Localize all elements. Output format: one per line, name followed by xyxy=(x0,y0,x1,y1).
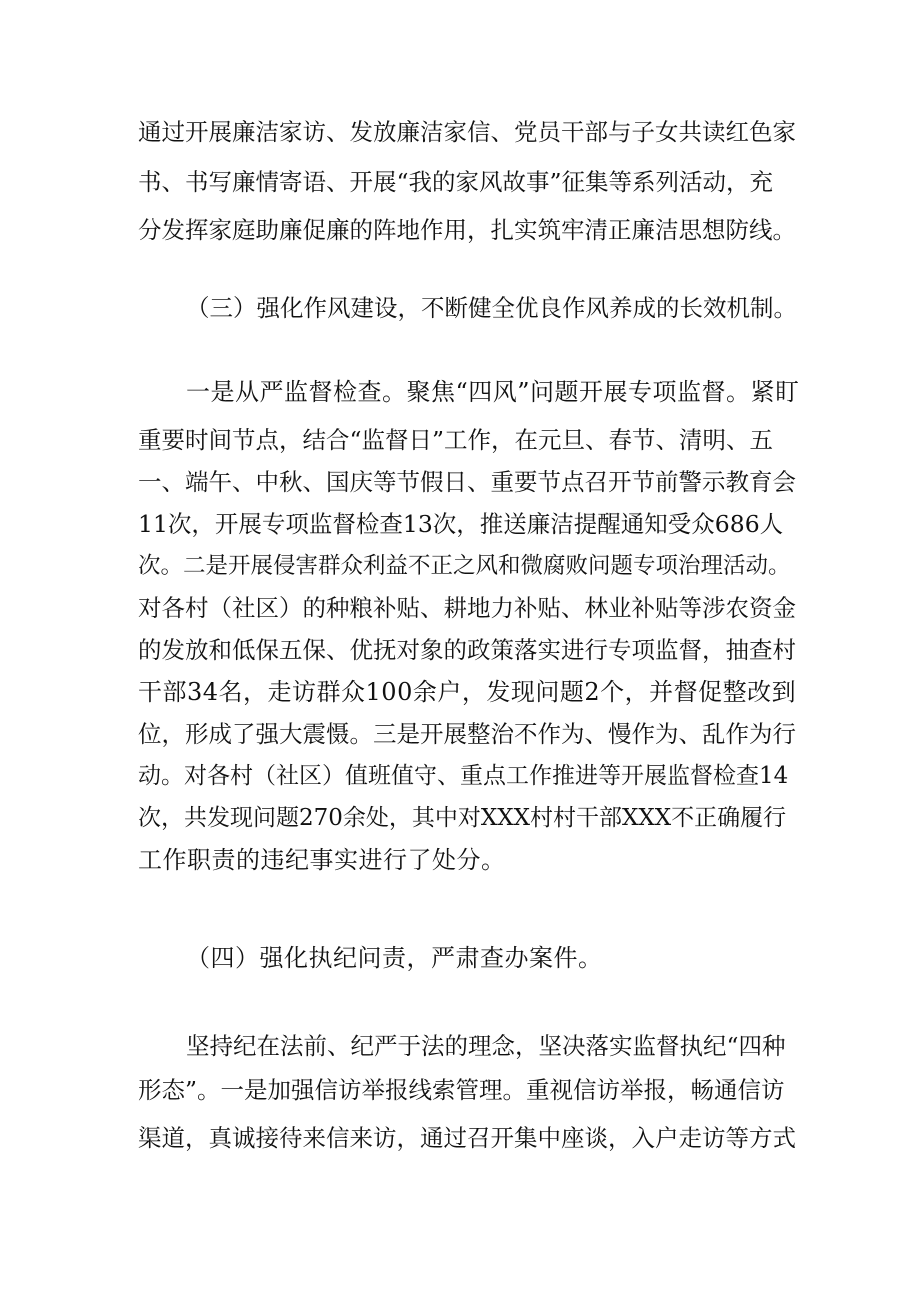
paragraph-2-line-8: 干部34名，走访群众100余户，发现问题2个，并督促整改到 xyxy=(138,678,797,706)
paragraph-2-line-3: 一、端午、中秋、国庆等节假日、重要节点召开节前警示教育会 xyxy=(138,468,796,496)
paragraph-3-line-1: 坚持纪在法前、纪严于法的理念，坚决落实监督执纪“四种 xyxy=(186,1032,786,1060)
paragraph-2-line-7: 的发放和低保五保、优抚对象的政策落实进行专项监督，抽查村 xyxy=(138,636,796,664)
paragraph-2-line-2: 重要时间节点，结合“监督日”工作，在元旦、春节、清明、五 xyxy=(138,426,774,454)
paragraph-2-line-4: 11次，开展专项监督检查13次，推送廉洁提醒通知受众686人 xyxy=(138,510,784,538)
paragraph-2-line-9: 位，形成了强大震慑。三是开展整治不作为、慢作为、乱作为行 xyxy=(138,720,796,748)
paragraph-2-line-11: 次，共发现问题270余处，其中对XXX村村干部XXX不正确履行 xyxy=(138,805,787,831)
paragraph-2-line-1: 一是从严监督检查。聚焦“四风”问题开展专项监督。紧盯 xyxy=(186,378,800,406)
paragraph-1-line-1: 通过开展廉洁家访、发放廉洁家信、党员干部与子女共读红色家 xyxy=(138,118,796,146)
section-heading-4: （四）强化执纪问责，严肃查办案件。 xyxy=(186,944,603,972)
paragraph-2-line-12: 工作职责的违纪事实进行了处分。 xyxy=(138,846,506,874)
paragraph-2-line-10: 动。对各村（社区）值班值守、重点工作推进等开展监督检查14 xyxy=(138,763,789,789)
paragraph-1-line-2: 书、书写廉情寄语、开展“我的家风故事”征集等系列活动，充 xyxy=(138,168,774,196)
paragraph-2-line-5: 次。二是开展侵害群众利益不正之风和微腐败问题专项治理活动。 xyxy=(138,553,791,579)
paragraph-1-line-3: 分发挥家庭助廉促廉的阵地作用，扎实筑牢清正廉洁思想防线。 xyxy=(138,216,796,244)
paragraph-3-line-2: 形态”。一是加强信访举报线索管理。重视信访举报，畅通信访 xyxy=(138,1076,785,1104)
paragraph-2-line-6: 对各村（社区）的种粮补贴、耕地力补贴、林业补贴等涉农资金 xyxy=(138,594,796,622)
section-heading-3: （三）强化作风建设，不断健全优良作风养成的长效机制。 xyxy=(186,294,797,322)
paragraph-3-line-3: 渠道，真诚接待来信来访，通过召开集中座谈，入户走访等方式 xyxy=(138,1124,796,1152)
